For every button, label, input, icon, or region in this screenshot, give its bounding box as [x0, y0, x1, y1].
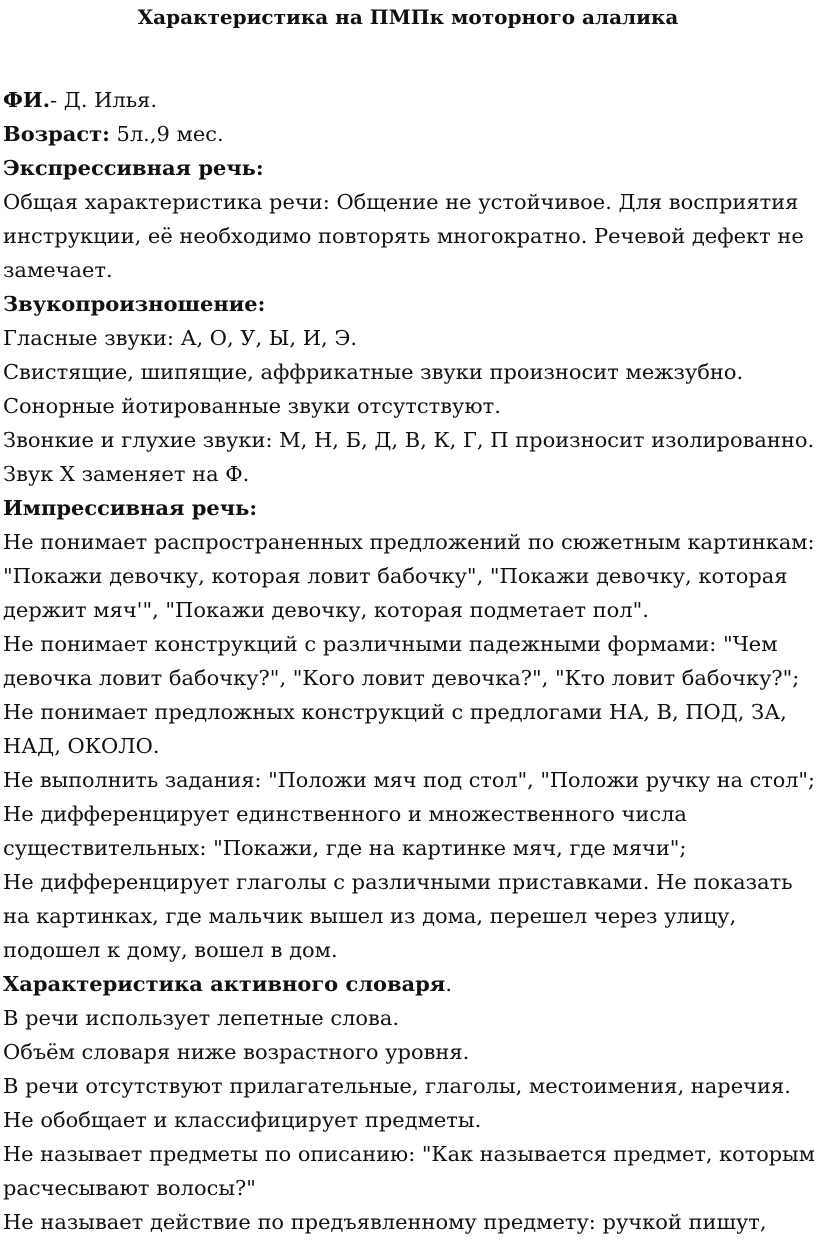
fio-line — [3, 83, 816, 117]
text-line: НАД, ОКОЛО. — [3, 734, 160, 758]
text-line: Не называет предметы по описанию: "Как называется предмет, которым — [3, 1142, 815, 1166]
text-line: замечает. — [3, 258, 113, 282]
text-line: инструкции, её необходимо повторять многократно. Речевой дефект не — [3, 224, 804, 248]
text-line: В речи использует лепетные слова. — [3, 1006, 400, 1030]
text-line: Не выполнить задания: "Положи мяч под стол", "Положи ручку на стол"; — [3, 768, 815, 792]
text-line: Не дифференцирует единственного и множественного числа — [3, 802, 687, 826]
fio-value: - Д. Илья. — [50, 88, 158, 112]
text-line: Не обобщает и классифицирует предметы. — [3, 1108, 482, 1132]
text-line: подошел к дому, вошел в дом. — [3, 938, 338, 962]
text-line: Гласные звуки: А, О, У, Ы, И, Э. — [3, 326, 358, 350]
text-line: Свистящие, шипящие, аффрикатные звуки произносит межзубно. — [3, 360, 744, 384]
text-line: существительных: "Покажи, где на картинке мяч, где мячи"; — [3, 836, 687, 860]
text-line: В речи отсутствуют прилагательные, глаголы, местоимения, наречия. — [3, 1074, 791, 1098]
text-line: "Покажи девочку, которая ловит бабочку", "Покажи девочку, которая — [3, 564, 788, 588]
text-line: Объём словаря ниже возрастного уровня. — [3, 1040, 470, 1064]
expressive-heading: Экспрессивная речь: — [3, 155, 264, 180]
fio-label: ФИ. — [3, 87, 51, 112]
text-line: Звук Х заменяет на Ф. — [3, 462, 250, 486]
text-line: расчесывают волосы?" — [3, 1176, 256, 1200]
age-value: 5л.,9 мес. — [109, 122, 224, 146]
vocab-heading-end: . — [445, 972, 452, 996]
text-line: Не дифференцирует глаголы с различными приставками. Не показать — [3, 870, 793, 894]
text-line: Не называет действие по предъявленному предмету: ручкой пишут, — [3, 1210, 767, 1234]
vocab-heading-line — [3, 967, 816, 1001]
age-line — [3, 117, 816, 151]
text-line: Не понимает распространенных предложений по сюжетным картинкам: — [3, 530, 815, 554]
vocab-heading: Характеристика активного словаря — [3, 971, 446, 996]
sound-heading: Звукопроизношение: — [3, 291, 266, 316]
text-line: Не понимает предложных конструкций с предлогами НА, В, ПОД, ЗА, — [3, 700, 787, 724]
text-line: на картинках, где мальчик вышел из дома, перешел через улицу, — [3, 904, 737, 928]
text-line: Сонорные йотированные звуки отсутствуют. — [3, 394, 501, 418]
text-line: Звонкие и глухие звуки: М, Н, Б, Д, В, К, Г, П произносит изолированно. — [3, 428, 815, 452]
text-line: девочка ловит бабочку?", "Кого ловит девочка?", "Кто ловит бабочку?"; — [3, 666, 800, 690]
document-title: Характеристика на ПМПк моторного алалика — [137, 5, 679, 29]
text-line: Не понимает конструкций с различными падежными формами: "Чем — [3, 632, 778, 656]
age-label: Возраст: — [3, 121, 110, 146]
impressive-heading: Импрессивная речь: — [3, 495, 258, 520]
text-line: держит мяч'", "Покажи девочку, которая подметает пол". — [3, 598, 649, 622]
text-line: Общая характеристика речи: Общение не устойчивое. Для восприятия — [3, 190, 799, 214]
document-body — [3, 83, 816, 1239]
